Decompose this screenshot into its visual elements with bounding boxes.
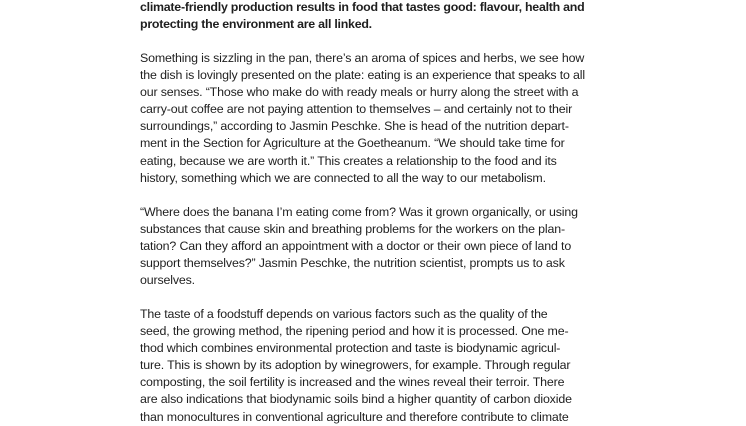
text-line: the dish is lovingly presented on the plate: eating is an experience that speaks to all	[140, 68, 586, 83]
text-line: surroundings,” according to Jasmin Peschke. She is head of the nutrition depart-	[140, 119, 569, 134]
text-line: substances that cause skin and breathing problems for the workers on the plan-	[140, 222, 565, 237]
text-line: carry-out coffee are not paying attention to themselves – and certainly not to their	[140, 102, 573, 117]
text-line: than monocultures in conventional agriculture and therefore contribute to climate	[140, 409, 569, 424]
paragraph-banana	[140, 204, 578, 289]
text-line: Something is sizzling in the pan, there’s an aroma of spices and herbs, we see how	[140, 51, 585, 65]
text-line: our senses. “Those who make do with ready meals or hurry along the street with a	[140, 85, 579, 100]
text-line: “Where does the banana I’m eating come from? Was it grown organically, or using	[140, 205, 578, 219]
text-line: are also indications that biodynamic soils bind a higher quantity of carbon dioxide	[140, 392, 572, 407]
text-line: composting, the soil fertility is increased and the wines reveal their terroir. There	[140, 375, 565, 390]
lead-line: protecting the environment are all linked.	[140, 17, 372, 32]
text-line: support themselves?” Jasmin Peschke, the nutrition scientist, prompts us to ask	[140, 256, 565, 271]
lead-paragraph	[140, 0, 584, 33]
text-line: ment in the Section for Agriculture at the Goetheanum. “We should take time for	[140, 136, 565, 151]
text-line: ture. This is shown by its adoption by winegrowers, for example. Through regular	[140, 358, 571, 373]
text-line: eating, because we are worth it.” This creates a relationship to the food and its	[140, 153, 557, 168]
lead-line: climate-friendly production results in food that tastes good: flavour, health and	[140, 0, 585, 14]
text-line: The taste of a foodstuff depends on various factors such as the quality of the	[140, 307, 548, 321]
text-line: thod which combines environmental protection and taste is biodynamic agricul-	[140, 341, 561, 356]
text-line: tation? Can they afford an appointment with a doctor or their own piece of land to	[140, 239, 572, 254]
text-line: ourselves.	[140, 273, 195, 288]
paragraph-sizzling-pan	[140, 50, 585, 187]
paragraph-taste-factors	[140, 306, 572, 426]
text-line: history, something which we are connected to all the way to our metabolism.	[140, 170, 546, 185]
text-line: seed, the growing method, the ripening period and how it is processed. One me-	[140, 324, 569, 339]
